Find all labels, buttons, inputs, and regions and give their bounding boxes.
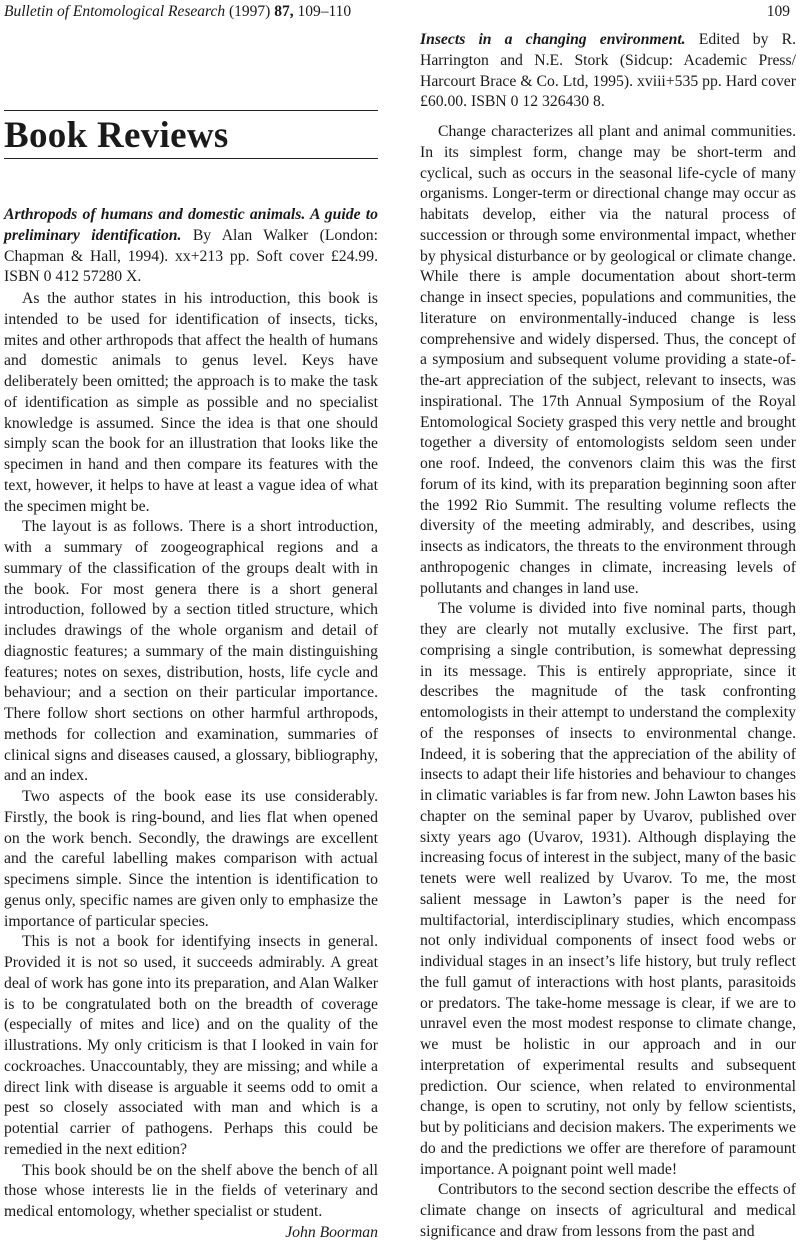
review-1-reviewer: John Boorman	[285, 1223, 378, 1241]
review-2-book-title: Insects in a changing environment.	[420, 31, 686, 48]
review-2-paragraph: Contributors to the second section describe the effects of climate change on insects of agricultural and medical significance and draw from lessons from the past and	[420, 1181, 796, 1240]
page-number: 109	[766, 3, 790, 20]
review-2-paragraph: Change characterizes all plant and animal communities. In its simplest form, change may be short-term and cyclical, such as occurs in the seasonal life-cycle of many organisms. Longer-term or directional change may occur as habitats develop, either via the natural process of succession or through some environmental impact, whether by physical disturbance or by geological or climate change. While there is ample documentation about short-term change in insect species, populations and communities, the literature on environmentally-induced change is less comprehensive and widely dispersed. Thus, the concept of a symposium and subsequent volume providing a state-of-the-art appreciation of the subject, relevant to insects, was inspirational. The 17th Annual Symposium of the Royal Entomological Society grasped this very nettle and brought together a diversity of entomologists seldom seen under one roof. Indeed, the convenors claim this was the first forum of its kind, with its preparation beginning soon after the 1992 Rio Summit. The resulting volume reflects the diversity of the meeting admirably, and describes, using insects as indicators, the threats to the environment through anthropogenic changes in climate, increasing levels of pollutants and changes in land use.	[420, 123, 796, 597]
review-2-book-heading	[420, 30, 796, 113]
review-1-paragraph: Two aspects of the book ease its use considerably. Firstly, the book is ring-bound, and lies flat when opened on the work bench. Secondly, the drawings are excellent and the careful labelling makes comparison with actual specimens simple. Since the intention is identification to genus only, specific names are given only to emphasize the importance of particular species.	[4, 788, 378, 930]
review-1-book-heading	[4, 205, 378, 288]
journal-year: (1997)	[229, 3, 271, 20]
rule-bottom	[4, 158, 378, 159]
review-1-book-title: Arthropods of humans and domestic animals. A guide to preliminary identification.	[4, 206, 378, 244]
journal-pages: 109–110	[297, 3, 352, 20]
review-1-book-details: By Alan Walker (London: Chapman & Hall, 1994). xx+213 pp. Soft cover £24.99. ISBN 0 412 57280 X.	[4, 226, 378, 286]
journal-volume: 87,	[274, 3, 294, 20]
review-1-paragraph: This book should be on the shelf above the bench of all those whose interests lie in the fields of veterinary and medical entomology, whether specialist or student.	[4, 1161, 378, 1220]
journal-name: Bulletin of Entomological Research	[4, 3, 226, 20]
review-1-body	[4, 289, 378, 1244]
review-1-paragraph: As the author states in his introduction, this book is intended to be used for identification of insects, ticks, mites and other arthropods that affect the health of humans and domestic animals to genus level. Keys have deliberately been omitted; the approach is to make the task of identification as simple as possible and no specialist knowledge is assumed. Since the idea is that one should simply scan the book for an illustration that looks like the specimen in hand and then compare its features with the text, however, it helps to have at least a vague idea of what the specimen might be.	[4, 290, 378, 515]
journal-citation	[4, 3, 351, 21]
review-1-paragraph: This is not a book for identifying insects in general. Provided it is not so used, it succeeds admirably. A great deal of work has gone into its preparation, and Alan Walker is to be congratulated both on the breadth of coverage (especially of mites and lice) and on the quality of the illustrations. My only criticism is that I looked in vain for cockroaches. Unaccountably, they are missing; and while a direct link with disease is arguable it seems odd to omit a pest so closely associated with man and which is a potential carrier of pathogens. Perhaps this could be remedied in the next edition?	[4, 933, 378, 1158]
review-2-paragraph: The volume is divided into five nominal parts, though they are clearly not mutally exclusive. The first part, comprising a single contribution, is somewhat depressing in its message. This is entirely appropriate, since it describes the magnitude of the task confronting entomologists in their attempt to understand the complexity of the responses of insects to environmental change. Indeed, it is sobering that the appreciation of the ability of insects to adapt their life histories and behaviour to changes in climatic variables is far from new. John Lawton bases his chapter on the seminal paper by Uvarov, published over sixty years ago (Uvarov, 1931). Although displaying the increasing focus of interest in the subject, many of the basic tenets were well realized by Uvarov. To me, the most salient message in Lawton’s paper is the need for multifactorial, interdisciplinary studies, which encompass not only individual components of insect food webs or individual stages in an insect’s life history, but truly reflect the full gamut of interactions with host plants, parasitoids or predators. The take-home message is clear, if we are to unravel even the most modest response to climate change, we must be holistic in our approach and in our interpretation of experimental results and subsequent prediction. Our science, when related to environmental change, is open to scrutiny, not only by fellow scientists, but by politicians and decision makers. The experiments we do and the predictions we offer are therefore of paramount importance. A poignant point well made!	[420, 600, 796, 1178]
running-header	[4, 3, 790, 23]
review-2	[420, 30, 796, 113]
rule-top	[4, 110, 378, 111]
review-2-book-details: Edited by R. Harrington and N.E. Stork (Sidcup: Academic Press/ Harcourt Brace & Co. Ltd, 1995). xviii+535 pp. Hard cover £60.00. ISBN 0 12 326430 8.	[420, 31, 796, 111]
review-1	[4, 205, 378, 288]
review-2-body	[420, 122, 796, 1243]
review-1-paragraph: The layout is as follows. There is a short introduction, with a summary of zoogeographical regions and a summary of the classification of the groups dealt with in the book. For most genera there is a short general introduction, followed by a section titled structure, which includes drawings of the whole organism and detail of diagnostic features; a summary of the main distinguishing features; notes on sexes, distribution, hosts, life cycle and behaviour; and a section on their particular importance. There follow short sections on other harmful arthropods, methods for collection and examination, summaries of clinical signs and diseases caused, a glossary, bibliography, and an index.	[4, 518, 378, 785]
section-title: Book Reviews	[4, 115, 229, 156]
